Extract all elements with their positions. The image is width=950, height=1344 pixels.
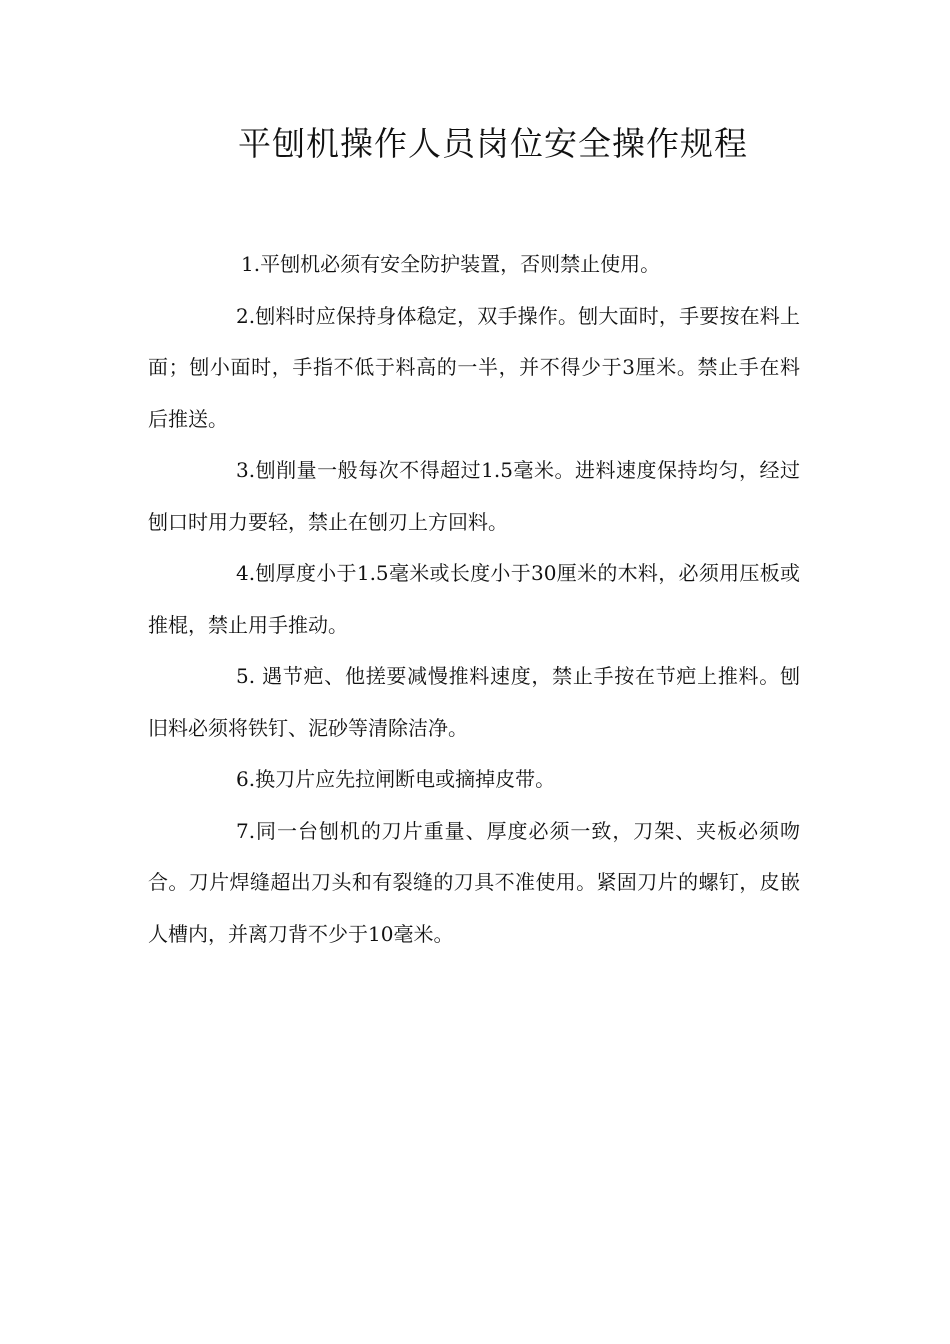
page-title: 平刨机操作人员岗位安全操作规程 — [238, 124, 748, 163]
rule-paragraph-4: 4.刨厚度小于1.5毫米或长度小于30厘米的木料，必须用压板或推棍，禁止用手推动。 — [148, 561, 800, 637]
rule-paragraph-2: 2.刨料时应保持身体稳定，双手操作。刨大面时，手要按在料上面；刨小面时，手指不低于料高的一半，并不得少于3厘米。禁止手在料后推送。 — [148, 303, 800, 431]
rule-paragraph-6: 6.换刀片应先拉闸断电或摘掉皮带。 — [236, 767, 556, 791]
rule-paragraph-1: 1.平刨机必须有安全防护装置，否则禁止使用。 — [241, 252, 661, 276]
rule-paragraph-5: 5. 遇节疤、他搓要减慢推料速度，禁止手按在节疤上推料。刨旧料必须将铁钉、泥砂等清除洁净。 — [148, 664, 800, 740]
rule-paragraph-3: 3.刨削量一般每次不得超过1.5毫米。进料速度保持均匀，经过刨口时用力要轻，禁止在刨刃上方回料。 — [148, 458, 800, 534]
document-body — [148, 239, 800, 960]
rule-paragraph-7: 7.同一台刨机的刀片重量、厚度必须一致，刀架、夹板必须吻合。刀片焊缝超出刀头和有裂缝的刀具不准使用。紧固刀片的螺钉，皮嵌人槽内，并离刀背不少于10毫米。 — [148, 818, 800, 946]
